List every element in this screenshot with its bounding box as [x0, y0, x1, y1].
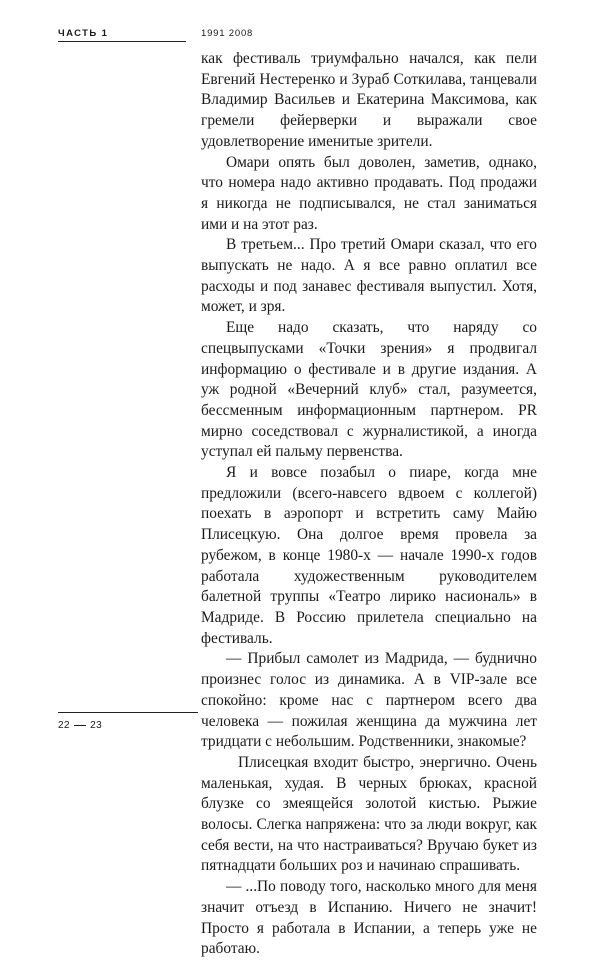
- running-header: [0, 28, 600, 44]
- paragraph-1: как фестиваль триумфально начался, как пели Евгений Нестеренко и Зураб Соткилава, танцевали Владимир Васильев и Екатерина Максимова, как гремели фейерверки и выражали свое удовлетворение именитые зрители.: [201, 50, 537, 150]
- page-number-right: 23: [90, 720, 103, 731]
- header-rule: [58, 41, 186, 42]
- paragraph-5: Я и вовсе позабыл о пиаре, когда мне предложили (всего-навсего вдвоем с коллегой) поехать в аэропорт и встретить саму Майю Плисецкую. Она долгое время провела за рубежом, в конце 1980-х — начале 1990-х годов работала художественным руководителем балетной труппы «Театро лирико насиональ» в Мадриде. В Россию прилетела специально на фестиваль.: [201, 464, 537, 647]
- paragraph-6: — Прибыл самолет из Мадрида, — буднично произнес голос из динамика. А в VIP-зале все спокойно: кроме нас с партнером всего два человека — пожилая женщина да мужчина лет тридцати с небольшим. Родственники, знакомые?: [201, 650, 537, 751]
- paragraph-2: Омари опять был доволен, заметив, однако, что номера надо активно продавать. Под продажи я никогда не подписывался, не стал заниматься ими и на этот раз.: [201, 153, 537, 233]
- body-text: [201, 49, 537, 960]
- years-label: 1991 2008: [201, 28, 254, 39]
- page-number-left: 22: [58, 720, 71, 731]
- paragraph-3: В третьем... Про третий Омари сказал, что его выпускать не надо. А я все равно оплатил все расходы и под занавес фестиваля выпустил. Хотя, может, и зря.: [201, 236, 537, 316]
- footer-rule: [58, 712, 198, 713]
- paragraph-7: Плисецкая входит быстро, энергично. Очень маленькая, худая. В черных брюках, красной блузке со змеящейся золотой кистью. Рыжие волосы. Слегка напряжена: что за люди вокруг, как себя вести, на что настраиваться? Вручаю букет из пятнадцати больших роз и начинаю спрашивать.: [201, 753, 537, 875]
- paragraph-4: Еще надо сказать, что наряду со спецвыпусками «Точки зрения» я продвигал информацию о фестивале и в другие издания. А уж родной «Вечерний клуб» стал, разумеется, бессменным информационным партнером. PR мирно соседствовал с журналистикой, а иногда уступал ей пальму первенства.: [201, 319, 537, 461]
- folio-separator: [74, 725, 86, 726]
- paragraph-8: — ...По поводу того, насколько много для меня значит отъезд в Испанию. Ничего не значит! Просто я работала в Испании, а теперь уже не работаю.: [201, 878, 537, 958]
- page-numbers: [58, 720, 102, 731]
- part-label: ЧАСТЬ 1: [58, 28, 109, 39]
